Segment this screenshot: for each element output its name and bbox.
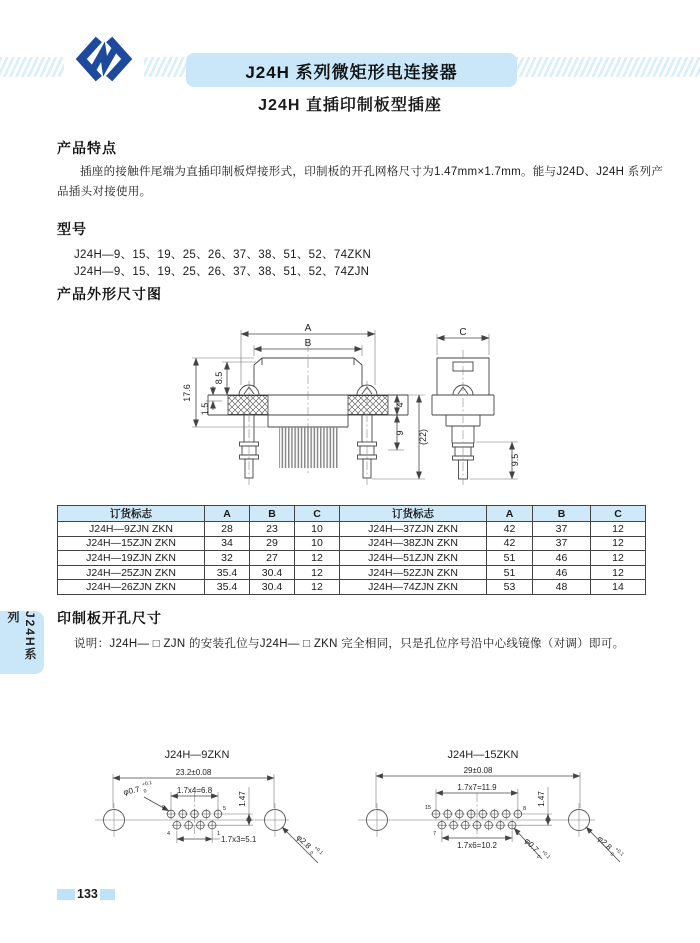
svg-text:φ0.7: φ0.7: [122, 784, 141, 797]
pin-number: 7: [432, 831, 436, 837]
svg-text:φ2.8: φ2.8: [595, 833, 614, 852]
cell: J24H—25ZJN ZKN: [58, 565, 205, 580]
svg-text:0: 0: [143, 788, 148, 795]
page-title: J24H 直插印制板型插座: [258, 97, 442, 114]
cell: J24H—26ZJN ZKN: [58, 580, 205, 595]
pin-number: 4: [166, 831, 170, 837]
col-header: 订货标志: [340, 506, 487, 522]
cell: 23: [250, 522, 295, 537]
cell: 32: [205, 551, 250, 566]
cell: 14: [591, 580, 646, 595]
pin-number: 5: [223, 806, 227, 812]
cell: 12: [591, 551, 646, 566]
cell: J24H—74ZJN ZKN: [340, 580, 487, 595]
dim-1-5: 1.5: [200, 402, 210, 416]
logo-box: [64, 30, 144, 88]
pin-number: 1: [516, 831, 520, 837]
table-row: [58, 522, 646, 537]
front-view: [182, 323, 428, 485]
pin-number: 8: [523, 806, 527, 812]
col-header: C: [295, 506, 340, 522]
cell: 12: [591, 522, 646, 537]
hole-drawing-15zkn: [358, 749, 625, 865]
dim-22: (22): [418, 428, 428, 446]
outline-dimension-drawing: [160, 305, 540, 505]
pcb-note: 说明：J24H— □ ZJN 的安装孔位与J24H— □ ZKN 完全相同，只是孔位序号沿中心线镜像（对调）即可。: [74, 638, 625, 650]
col-header: 订货标志: [58, 506, 205, 522]
cell: 12: [295, 565, 340, 580]
outline-heading: 产品外形尺寸图: [57, 286, 162, 302]
cell: 37: [533, 536, 591, 551]
hole-drawing-9zkn: [95, 749, 324, 863]
header-title-text: J24H 系列微矩形电连接器: [245, 62, 458, 82]
cell: 30.4: [250, 580, 295, 595]
pin-number: 1: [217, 831, 221, 837]
dim-8-5: 8.5: [214, 371, 224, 385]
cell: J24H—37ZJN ZKN: [340, 522, 487, 537]
contact-pins: [279, 427, 339, 468]
models-line2: J24H—9、15、19、25、26、37、38、51、52、74ZJN: [74, 266, 370, 278]
sidebar-series-tab: [0, 611, 44, 674]
cell: J24H—19ZJN ZKN: [58, 551, 205, 566]
cell: 34: [205, 536, 250, 551]
cell: 12: [295, 580, 340, 595]
side-view: [432, 327, 520, 485]
ordering-spec-table: [57, 505, 646, 595]
features-heading: 产品特点: [57, 140, 117, 156]
footer-bar-right: [100, 889, 115, 900]
col-header: A: [487, 506, 533, 522]
mount-dia-callout: [594, 833, 625, 863]
svg-text:+0.1: +0.1: [141, 779, 153, 788]
cell: 27: [250, 551, 295, 566]
mount-dia-callout: [293, 831, 324, 861]
features-body-line2: 品插头对接使用。: [57, 186, 152, 198]
cell: J24H—51ZJN ZKN: [340, 551, 487, 566]
col-header: A: [205, 506, 250, 522]
svg-text:+0.1: +0.1: [540, 849, 552, 861]
cell: 35.4: [205, 565, 250, 580]
col-header: C: [591, 506, 646, 522]
pcb-heading: 印制板开孔尺寸: [57, 610, 162, 626]
cell: J24H—9ZJN ZKN: [58, 522, 205, 537]
header-series-title: [186, 53, 517, 87]
cell: 10: [295, 522, 340, 537]
dim-pitch-v: 1.47: [537, 791, 546, 807]
cell: 12: [591, 536, 646, 551]
dim-overall: 23.2±0.08: [175, 768, 212, 777]
cell: 42: [487, 536, 533, 551]
col-header: B: [250, 506, 295, 522]
cell: 29: [250, 536, 295, 551]
drawing-title: J24H—15ZKN: [447, 749, 519, 761]
dim-A-label: A: [304, 323, 312, 334]
dim-row-top: 1.7x4=6.8: [176, 786, 213, 795]
pcb-hole-drawings: [60, 735, 700, 880]
svg-text:φ0.7: φ0.7: [522, 836, 541, 855]
table-row: [58, 565, 646, 580]
dim-overall: 29±0.08: [463, 766, 493, 775]
cell: 42: [487, 522, 533, 537]
cell: 37: [533, 522, 591, 537]
dim-C-label: C: [459, 327, 467, 338]
sidebar-tab-label: J24H系列: [6, 611, 37, 662]
col-header: B: [533, 506, 591, 522]
footer-bar-left: [57, 889, 75, 900]
pin-number: 9: [161, 805, 165, 811]
cell: 51: [487, 565, 533, 580]
cell: J24H—15ZJN ZKN: [58, 536, 205, 551]
table-row: [58, 580, 646, 595]
hole-dia-callout: [521, 835, 551, 866]
cell: 53: [487, 580, 533, 595]
dim-row-top: 1.7x7=11.9: [457, 783, 497, 792]
cell: J24H—38ZJN ZKN: [340, 536, 487, 551]
dim-B-label: B: [304, 338, 312, 349]
svg-text:+0.1: +0.1: [312, 845, 324, 857]
cell: 48: [533, 580, 591, 595]
dim-row-bottom: 1.7x3=5.1: [221, 835, 257, 844]
table-header-row: [58, 506, 646, 522]
dim-17-6: 17.6: [182, 384, 192, 402]
dim-9-5: 9.5: [510, 453, 520, 467]
models-line1: J24H—9、15、19、25、26、37、38、51、52、74ZKN: [74, 249, 372, 261]
page-number: 133: [77, 887, 98, 901]
table-row: [58, 536, 646, 551]
svg-text:φ2.8: φ2.8: [294, 832, 313, 851]
svg-text:0: 0: [535, 853, 542, 861]
features-body-line1: 插座的接触件尾端为直插印制板焊接形式，印制板的开孔网格尺寸为1.47mm×1.7mm。能与J24D、J24H 系列产: [80, 166, 664, 178]
models-heading: 型号: [57, 221, 87, 237]
cell: 30.4: [250, 565, 295, 580]
cell: J24H—52ZJN ZKN: [340, 565, 487, 580]
hole-dia-callout: [122, 780, 154, 799]
cell: 35.4: [205, 580, 250, 595]
drawing-title: J24H—9ZKN: [164, 749, 230, 761]
cell: 12: [591, 565, 646, 580]
cell: 12: [295, 551, 340, 566]
cell: 10: [295, 536, 340, 551]
cell: 46: [533, 565, 591, 580]
dim-row-bottom: 1.7x6=10.2: [457, 841, 497, 850]
company-logo-icon: [73, 35, 135, 83]
cell: 46: [533, 551, 591, 566]
svg-text:0: 0: [307, 850, 315, 857]
dim-pitch-v: 1.47: [238, 791, 247, 807]
cell: 51: [487, 551, 533, 566]
cell: 28: [205, 522, 250, 537]
pin-number: 15: [424, 805, 431, 811]
svg-text:0: 0: [608, 851, 615, 858]
dim-9: 9: [395, 430, 405, 436]
dim-4: 4: [395, 402, 405, 408]
svg-text:+0.1: +0.1: [613, 846, 625, 858]
table-row: [58, 551, 646, 566]
